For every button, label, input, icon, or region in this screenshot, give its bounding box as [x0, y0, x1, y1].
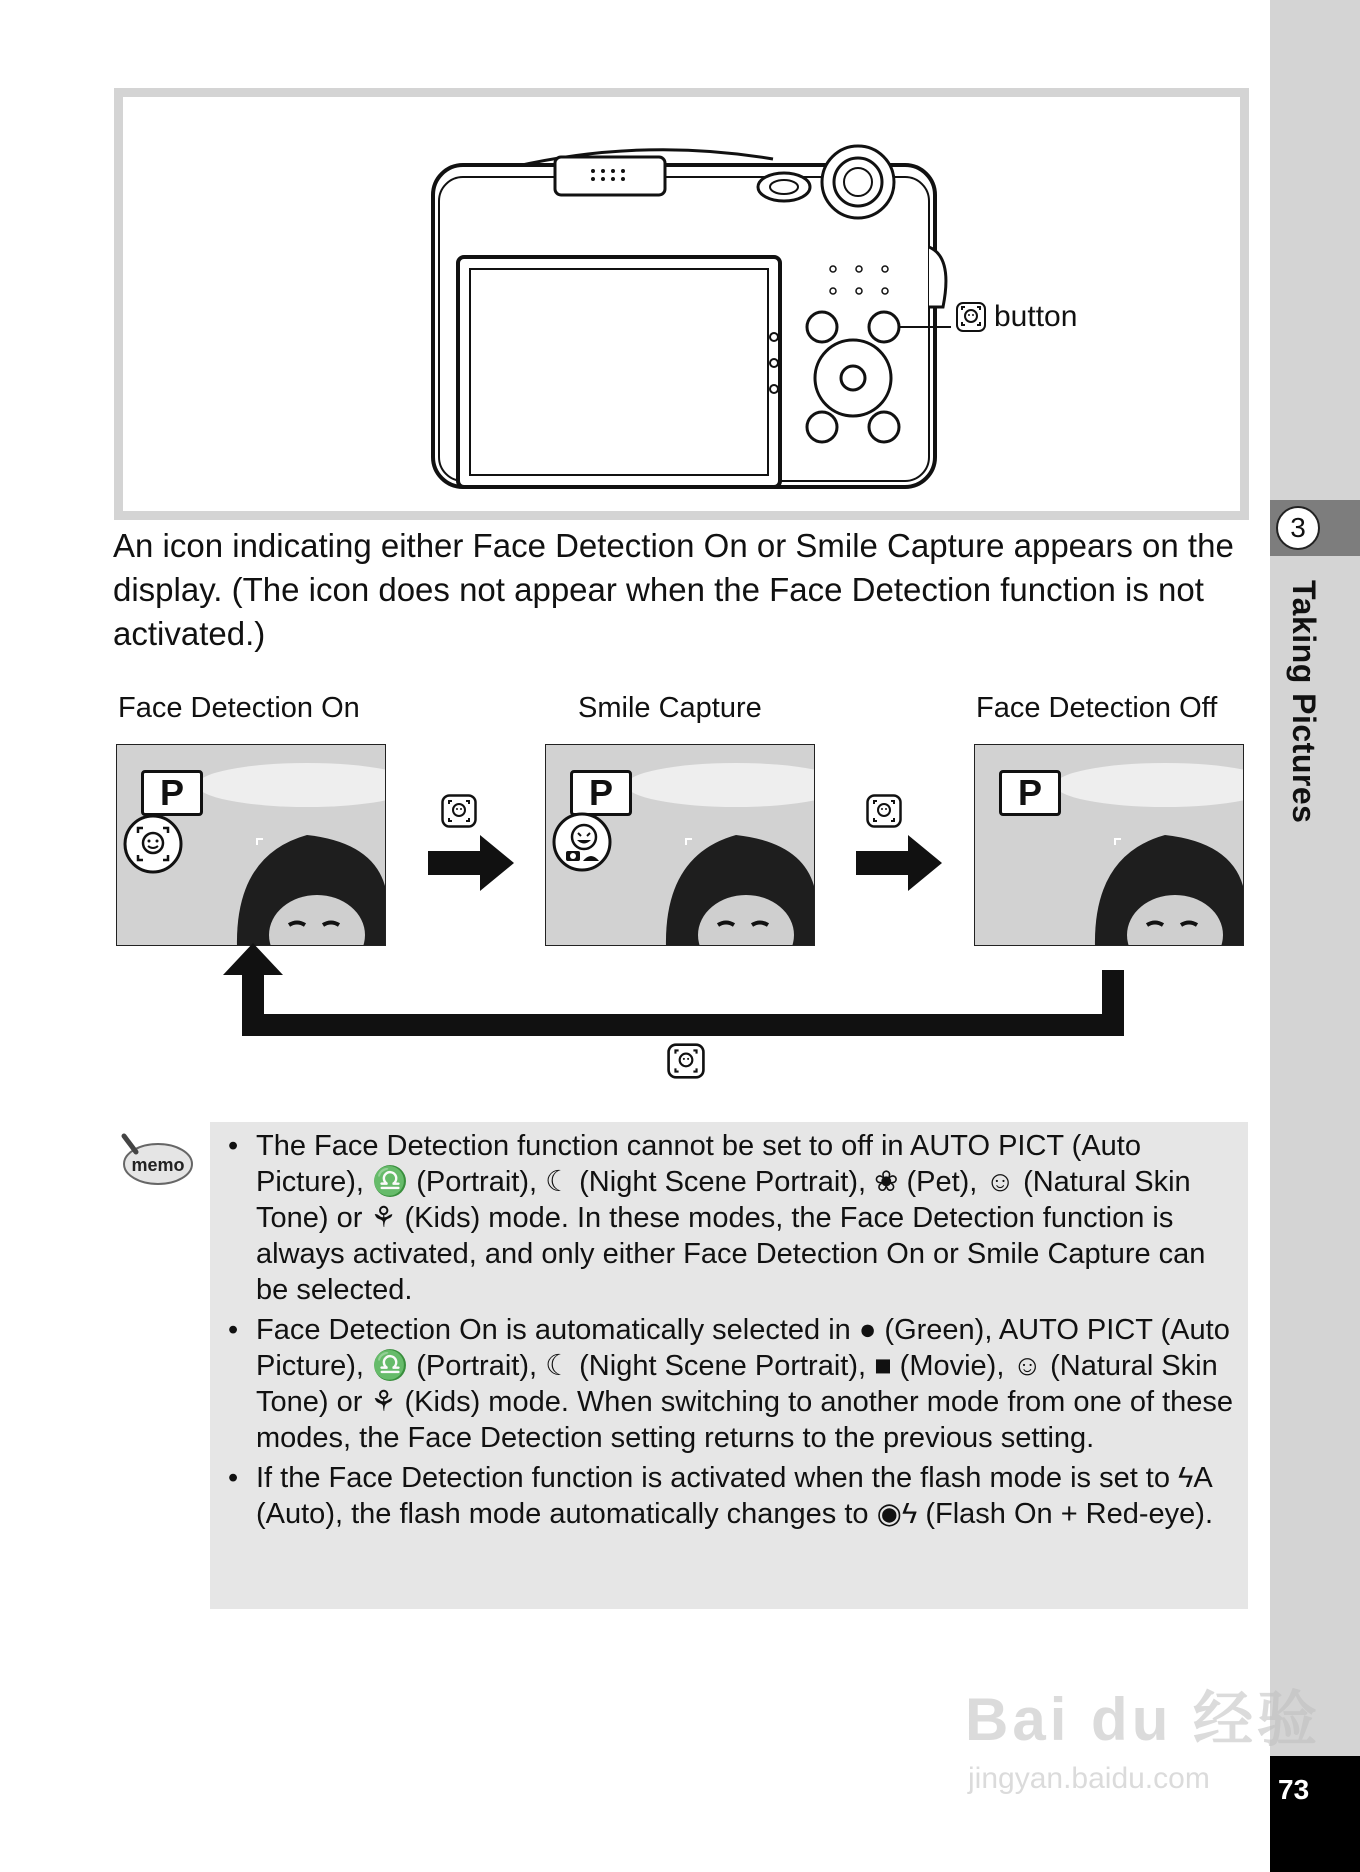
- face-detection-button-icon: [667, 1043, 705, 1079]
- chapter-title: Taking Pictures: [1286, 580, 1322, 824]
- return-arrow-icon: [218, 940, 1138, 1040]
- face-button-callout: [956, 300, 1077, 334]
- memo-bullet: • Face Detection On is automatically selected in ● (Green), AUTO PICT (Auto Picture), ♎ (Portrait), ☾ (Night Scene Portrait), ■ (Movie), ☺ (Natural Skin Tone) or ⚘ (Kids) mode. When switching to another mode from one of these modes, the Face Detection setting returns to the previous setting.: [222, 1312, 1242, 1456]
- arrow-right-icon: [856, 835, 942, 891]
- screen-face-detection-off: [974, 744, 1244, 946]
- memo-list: [222, 1128, 1242, 1536]
- intro-paragraph: An icon indicating either Face Detection On or Smile Capture appears on the display. (The icon does not appear when the Face Detection function is not activated.): [113, 527, 1234, 652]
- step-label-face-detection-off: Face Detection Off: [976, 692, 1218, 724]
- mode-p-badge: P: [141, 770, 203, 816]
- smile-capture-icon: [551, 811, 613, 873]
- chapter-sidebar: [1270, 0, 1360, 1872]
- memo-logo: [118, 1128, 196, 1188]
- step-label-face-detection-on: Face Detection On: [118, 692, 360, 724]
- step-label-smile-capture: Smile Capture: [578, 692, 762, 724]
- mode-p-badge: P: [570, 770, 632, 816]
- screen-face-detection-on: [116, 744, 386, 946]
- camera-figure: [114, 88, 1249, 520]
- face-detection-button-icon: [866, 794, 902, 828]
- chapter-number: 3: [1276, 506, 1320, 550]
- memo-bullet: • The Face Detection function cannot be set to off in AUTO PICT (Auto Picture), ♎ (Portrait), ☾ (Night Scene Portrait), ❀ (Pet), ☺ (Natural Skin Tone) or ⚘ (Kids) mode. In these modes, the Face Detection function is always activated, and only either Face Detection On or Smile Capture can be selected.: [222, 1128, 1242, 1308]
- face-detection-on-icon: [122, 813, 184, 875]
- watermark-brand: Bai du 经验: [965, 1686, 1322, 1753]
- screen-smile-capture: [545, 744, 815, 946]
- memo-logo-text: memo: [131, 1155, 185, 1175]
- mode-p-badge: P: [999, 770, 1061, 816]
- memo-bullet: • If the Face Detection function is activated when the flash mode is set to ϟA (Auto), the flash mode automatically changes to ◉ϟ (Flash On + Red-eye).: [222, 1460, 1242, 1532]
- callout-label: button: [994, 300, 1078, 333]
- watermark-url: jingyan.baidu.com: [968, 1762, 1210, 1795]
- face-detection-button-icon: [441, 794, 477, 828]
- arrow-right-icon: [428, 835, 514, 891]
- face-detection-button-icon: [956, 302, 986, 332]
- page-number: 73: [1278, 1774, 1310, 1805]
